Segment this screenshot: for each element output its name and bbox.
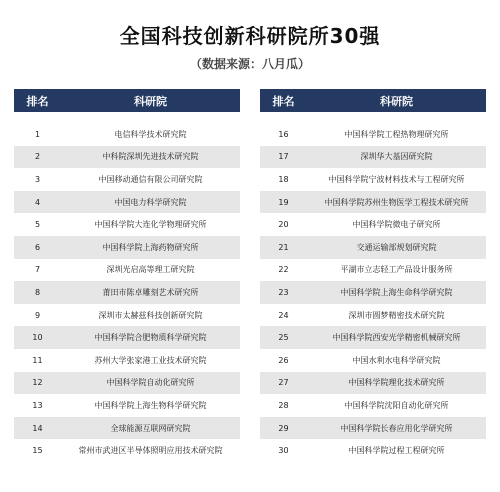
institute-name-cell: 常州市武进区半导体照明应用技术研究院	[78, 446, 223, 456]
institute-name-cell: 中国科学院上海生命科学研究院	[340, 287, 453, 297]
rank-cell: 10	[32, 333, 43, 343]
ranking-table-right	[260, 89, 486, 462]
rank-cell: 11	[32, 355, 43, 365]
rank-cell: 29	[278, 423, 289, 433]
rank-cell: 20	[278, 220, 289, 230]
table-row	[260, 326, 486, 349]
table-row	[260, 439, 486, 462]
table-row	[14, 191, 240, 214]
rank-cell: 1	[34, 129, 41, 139]
institute-name-cell: 中国科学院长春应用化学研究所	[340, 423, 453, 433]
table-row	[14, 439, 240, 462]
table-row	[260, 146, 486, 169]
rank-cell: 4	[34, 197, 41, 207]
rank-cell: 8	[34, 287, 41, 297]
institute-name-cell: 莆田市陈卓雕刻艺术研究所	[102, 287, 199, 297]
table-row	[14, 304, 240, 327]
rank-cell: 9	[34, 310, 41, 320]
table-header	[14, 89, 240, 112]
institute-name-cell: 中国电力科学研究院	[114, 197, 187, 207]
header-rank: 排名	[26, 94, 49, 108]
rank-cell: 18	[278, 174, 289, 184]
table-header	[260, 89, 486, 112]
table-row	[14, 123, 240, 146]
institute-name-cell: 中国科学院理化技术研究所	[348, 378, 445, 388]
ranking-table-left	[14, 89, 240, 462]
table-row	[260, 168, 486, 191]
table-row	[260, 213, 486, 236]
rank-cell: 19	[278, 197, 289, 207]
table-row	[14, 236, 240, 259]
rank-cell: 15	[32, 446, 43, 456]
rank-cell: 26	[278, 355, 289, 365]
rank-cell: 5	[34, 220, 41, 230]
rank-cell: 3	[34, 174, 41, 184]
table-row	[14, 372, 240, 395]
institute-name-cell: 苏州大学张家港工业技术研究院	[94, 355, 207, 365]
table-row	[260, 372, 486, 395]
institute-name-cell: 中国科学院苏州生物医学工程技术研究所	[324, 197, 469, 207]
institute-name-cell: 中国科学院微电子研究所	[352, 220, 441, 230]
rank-cell: 13	[32, 400, 43, 410]
institute-name-cell: 交通运输部规划研究院	[356, 242, 437, 252]
table-row	[260, 394, 486, 417]
table-row	[14, 394, 240, 417]
rank-cell: 25	[278, 333, 289, 343]
institute-name-cell: 深圳华大基因研究院	[360, 152, 433, 162]
rank-cell: 24	[278, 310, 289, 320]
table-row	[260, 236, 486, 259]
page-title: 全国科技创新科研院所30强	[119, 24, 381, 48]
rank-cell: 14	[32, 423, 43, 433]
table-row	[14, 417, 240, 440]
institute-name-cell: 深圳光启高等理工研究院	[106, 265, 195, 275]
rank-cell: 22	[278, 265, 289, 275]
institute-name-cell: 中国科学院宁波材料技术与工程研究所	[328, 174, 465, 184]
table-row	[260, 259, 486, 282]
institute-name-cell: 平湖市立志轻工产品设计服务所	[340, 265, 453, 275]
rank-cell: 23	[278, 287, 289, 297]
table-row	[260, 191, 486, 214]
rank-cell: 2	[34, 152, 41, 162]
institute-name-cell: 中国科学院西安光学精密机械研究所	[332, 333, 461, 343]
institute-name-cell: 中国移动通信有限公司研究院	[98, 174, 203, 184]
institute-name-cell: 深圳市圆梦精密技术研究院	[348, 310, 445, 320]
institute-name-cell: 中国科学院过程工程研究所	[348, 446, 445, 456]
table-row	[260, 304, 486, 327]
rank-cell: 27	[278, 378, 289, 388]
institute-name-cell: 中国科学院合肥物质科学研究院	[94, 333, 207, 343]
institute-name-cell: 全球能源互联网研究院	[110, 423, 191, 433]
table-row	[14, 146, 240, 169]
institute-name-cell: 中科院深圳先进技术研究院	[102, 152, 199, 162]
table-row	[260, 281, 486, 304]
header-institute: 科研院	[134, 94, 167, 108]
table-row	[14, 349, 240, 372]
rank-cell: 7	[34, 265, 41, 275]
header-institute: 科研院	[380, 94, 413, 108]
rank-cell: 21	[278, 242, 289, 252]
table-row	[14, 168, 240, 191]
institute-name-cell: 中国科学院自动化研究所	[106, 378, 195, 388]
institute-name-cell: 中国科学院工程热物理研究所	[344, 129, 449, 139]
institute-name-cell: 中国水利水电科学研究院	[352, 355, 441, 365]
rank-cell: 17	[278, 152, 289, 162]
table-row	[14, 213, 240, 236]
table-row	[14, 281, 240, 304]
institute-name-cell: 中国科学院大连化学物理研究所	[94, 220, 207, 230]
header-rank: 排名	[272, 94, 295, 108]
institute-name-cell: 深圳市太赫兹科技创新研究院	[98, 310, 203, 320]
table-body	[14, 123, 240, 462]
institute-name-cell: 电信科学技术研究院	[114, 129, 187, 139]
institute-name-cell: 中国科学院沈阳自动化研究所	[344, 400, 449, 410]
data-source-note: （数据来源：八月瓜）	[189, 57, 310, 71]
rank-cell: 16	[278, 129, 289, 139]
rank-cell: 28	[278, 400, 289, 410]
table-body	[260, 123, 486, 462]
rank-cell: 30	[278, 446, 289, 456]
table-row	[260, 417, 486, 440]
rank-cell: 12	[32, 378, 43, 388]
institute-name-cell: 中国科学院上海生物科学研究院	[94, 400, 207, 410]
table-row	[260, 349, 486, 372]
table-row	[14, 259, 240, 282]
rank-cell: 6	[34, 242, 41, 252]
table-row	[14, 326, 240, 349]
institute-name-cell: 中国科学院上海药物研究所	[102, 242, 199, 252]
table-row	[260, 123, 486, 146]
